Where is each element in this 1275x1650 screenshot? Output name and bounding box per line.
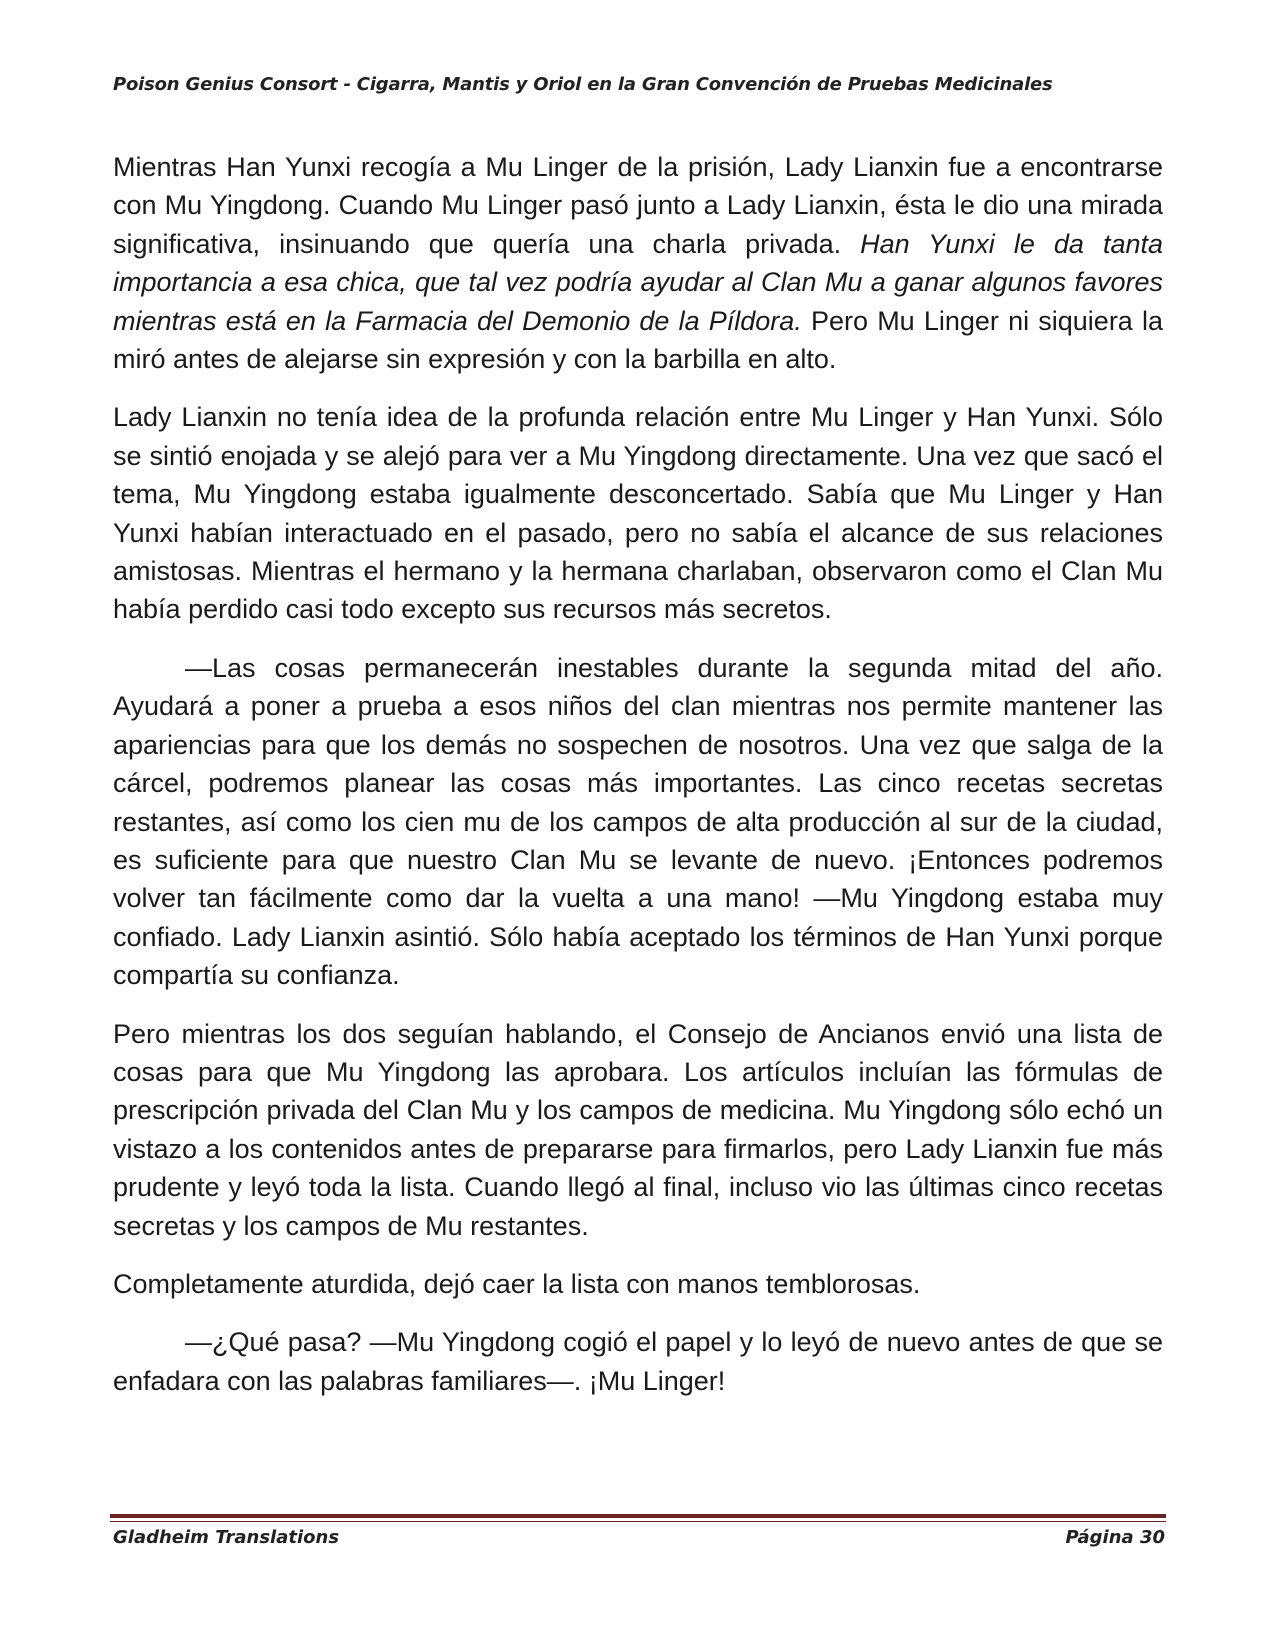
paragraph-1 [113,148,1163,378]
footer-page-number: Página 30 [1065,1527,1165,1548]
paragraph-6-dialogue: —¿Qué pasa? —Mu Yingdong cogió el papel y lo leyó de nuevo antes de que se enfadara con las palabras familiares—. ¡Mu Linger! [113,1327,1163,1396]
paragraph-2: Lady Lianxin no tenía idea de la profunda relación entre Mu Linger y Han Yunxi. Sólo se sintió enojada y se alejó para ver a Mu Yingdong directamente. Una vez que sacó el tema, Mu Yingdong estaba igualmente desconcertado. Sabía que Mu Linger y Han Yunxi habían interactuado en el pasado, pero no sabía el alcance de sus relaciones amistosas. Mientras el hermano y la hermana charlaban, observaron como el Clan Mu había perdido casi todo excepto sus recursos más secretos. [113,402,1163,625]
paragraph-3-dialogue: —Las cosas permanecerán inestables durante la segunda mitad del año. Ayudará a poner a prueba a esos niños del clan mientras nos permite mantener las apariencias para que los demás no sospechen de nosotros. Una vez que salga de la cárcel, podremos planear las cosas más importantes. Las cinco recetas secretas restantes, así como los cien mu de los campos de alta producción al sur de la ciudad, es suficiente para que nuestro Clan Mu se levante de nuevo. ¡Entonces podremos volver tan fácilmente como dar la vuelta a una mano! —Mu Yingdong estaba muy confiado. Lady Lianxin asintió. Sólo había aceptado los términos de Han Yunxi porque compartía su confianza. [113,652,1163,991]
paragraph-4: Pero mientras los dos seguían hablando, el Consejo de Ancianos envió una lista de cosas para que Mu Yingdong las aprobara. Los artículos incluían las fórmulas de prescripción privada del Clan Mu y los campos de medicina. Mu Yingdong sólo echó un vistazo a los contenidos antes de prepararse para firmarlos, pero Lady Lianxin fue más prudente y leyó toda la lista. Cuando llegó al final, incluso vio las últimas cinco recetas secretas y los campos de Mu restantes. [113,1018,1163,1241]
paragraph-1-text-start: Mientras Han Yunxi recogía a Mu Linger de la prisión, Lady Lianxin fue a encontrarse con Mu Yingdong. Cuando Mu Linger pasó junto a Lady Lianxin, ésta le dio una mirada significativa, insinuando que quería una charla privada. [113,152,1163,259]
paragraph-1-text-end: Pero Mu Linger ni siquiera la miró antes de alejarse sin expresión y con la barbilla en alto. [113,305,1164,375]
footer-divider-thick [110,1514,1166,1518]
footer-translator-credit: Gladheim Translations [113,1527,340,1548]
page-header-title: Poison Genius Consort - Cigarra, Mantis y Oriol en la Gran Convención de Pruebas Medicinales [113,74,1053,95]
document-body [113,148,1163,1420]
paragraph-5: Completamente aturdida, dejó caer la lista con manos temblorosas. [113,1268,921,1299]
paragraph-1-italic-thought: Han Yunxi le da tanta importancia a esa chica, que tal vez podría ayudar al Clan Mu a ganar algunos favores mientras está en la Farmacia del Demonio de la Píldora. [113,228,1163,336]
footer-divider-thin [110,1521,1166,1522]
